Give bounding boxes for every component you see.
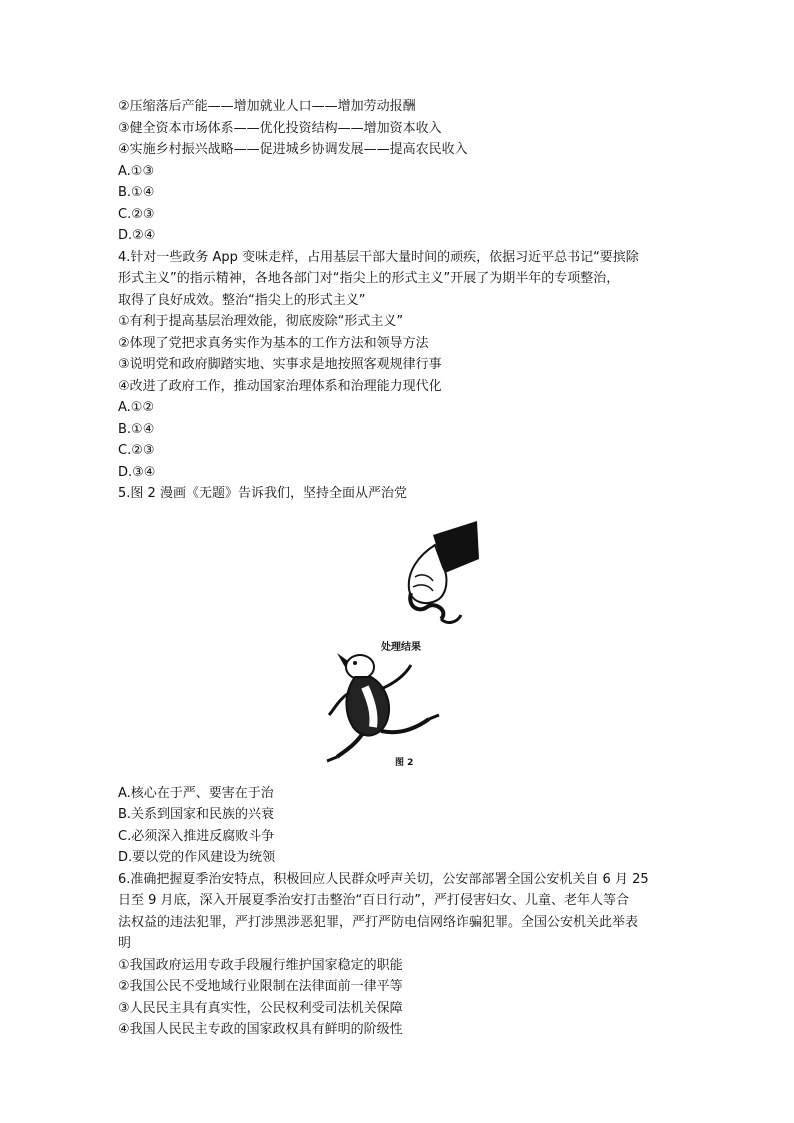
q3-choice-c: C.②③	[118, 206, 155, 222]
q4-choice-c: C.②③	[118, 443, 155, 458]
q5-choice-d: D.要以党的作风建设为统领	[118, 850, 276, 865]
q4-option-2: ②体现了党把求真务实作为基本的工作方法和领导方法	[118, 335, 429, 351]
q6-stem-line-1: 6.准确把握夏季治安特点，积极回应人民群众呼声关切，公安部部署全国公安机关自 6 月 25	[118, 871, 649, 887]
cartoon-figure	[315, 515, 485, 777]
q4-choice-d: D.③④	[118, 464, 156, 480]
q5-choice-a: A.核心在于严、要害在于治	[118, 785, 274, 801]
q6-stem-line-4: 明	[118, 936, 132, 951]
q6-option-2: ②我国公民不受地域行业限制在法律面前一律平等	[118, 979, 403, 994]
q5-stem: 5.图 2 漫画《无题》告诉我们，坚持全面从严治党	[118, 486, 407, 501]
q6-option-1: ①我国政府运用专政手段履行维护国家稳定的职能	[118, 957, 403, 973]
q6-stem-line-2: 日至 9 月底，深入开展夏季治安打击整治“百日行动”，严打侵害妇女、儿童、老年人等合	[118, 893, 630, 908]
q6-stem-line-3: 法权益的违法犯罪，严打涉黑涉恶犯罪，严打严防电信网络诈骗犯罪。全国公安机关此举表	[118, 914, 639, 930]
q3-option-2: ②压缩落后产能——增加就业人口——增加劳动报酬	[118, 99, 416, 114]
figure-label: 图 2	[395, 757, 414, 768]
q4-stem-line-3: 取得了良好成效。整治“指尖上的形式主义”	[118, 292, 366, 308]
q3-choice-d: D.②④	[118, 228, 156, 243]
q3-option-3: ③健全资本市场体系——优化投资结构——增加资本收入	[118, 120, 442, 136]
q4-stem-line-2: 形式主义”的指示精神，各地各部门对“指尖上的形式主义”开展了为期半年的专项整治，	[118, 271, 620, 286]
q4-choice-b: B.①④	[118, 421, 155, 437]
q4-option-4: ④改进了政府工作，推动国家治理体系和治理能力现代化	[118, 378, 442, 394]
q4-choice-a: A.①②	[118, 400, 155, 415]
q5-choice-c: C.必须深入推进反腐败斗争	[118, 828, 275, 844]
figure-caption: 处理结果	[381, 641, 421, 653]
q3-option-4: ④实施乡村振兴战略——促进城乡协调发展——提高农民收入	[118, 142, 468, 157]
q3-choice-b: B.①④	[118, 185, 155, 200]
q6-option-3: ③人民民主具有真实性，公民权利受司法机关保障	[118, 1000, 403, 1016]
exam-page	[118, 96, 698, 1041]
q3-choice-a: A.①③	[118, 163, 155, 179]
q6-option-4: ④我国人民民主专政的国家政权具有鲜明的阶级性	[118, 1022, 403, 1037]
q4-option-1: ①有利于提高基层治理效能，彻底废除“形式主义”	[118, 314, 404, 329]
q5-choice-b: B.关系到国家和民族的兴衰	[118, 807, 275, 822]
q4-option-3: ③说明党和政府脚踏实地、实事求是地按照客观规律行事	[118, 357, 442, 372]
q4-stem-line-1: 4.针对一些政务 App 变味走样，占用基层干部大量时间的顽疾，依据习近平总书记“要摈除	[118, 249, 639, 265]
